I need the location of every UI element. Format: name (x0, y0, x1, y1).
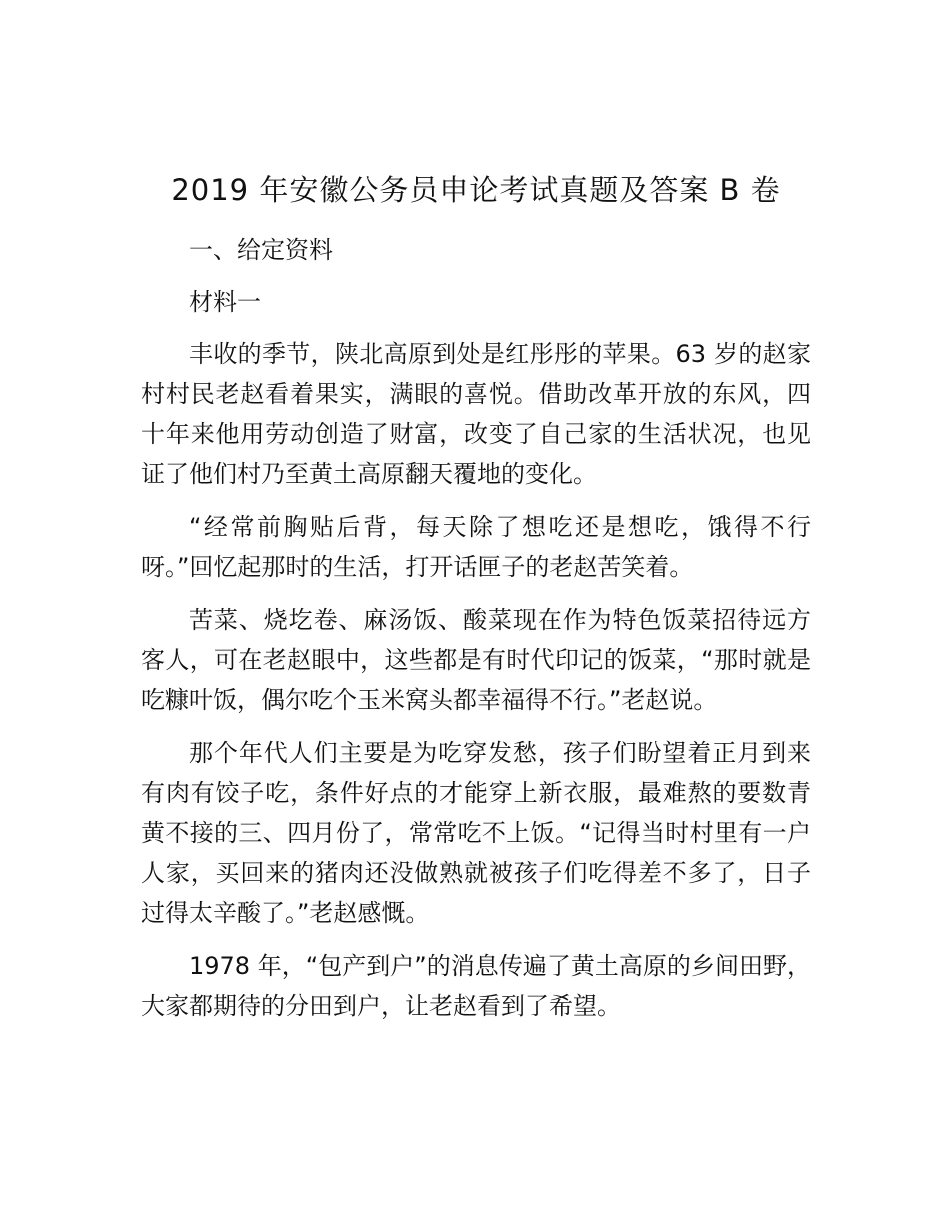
paragraph-2: “经常前胸贴后背，每天除了想吃还是想吃，饿得不行呀。”回忆起那时的生活，打开话匣子的老赵苦笑着。 (141, 513, 811, 581)
paragraph-5: 1978 年，“包产到户”的消息传遍了黄土高原的乡间田野，大家都期待的分田到户，让老赵看到了希望。 (141, 952, 811, 1020)
section-heading: 一、给定资料 (189, 236, 333, 264)
document-title: 2019 年安徽公务员申论考试真题及答案 B 卷 (171, 173, 781, 207)
paragraph-1: 丰收的季节，陕北高原到处是红彤彤的苹果。63 岁的赵家村村民老赵看着果实，满眼的喜悦。借助改革开放的东风，四十年来他用劳动创造了财富，改变了自己家的生活状况，也见证了他们村乃至黄土高原翻天覆地的变化。 (141, 340, 811, 488)
paragraph-4: 那个年代人们主要是为吃穿发愁，孩子们盼望着正月到来有肉有饺子吃，条件好点的才能穿上新衣服，最难熬的要数青黄不接的三、四月份了，常常吃不上饭。“记得当时村里有一户人家，买回来的猪肉还没做熟就被孩子们吃得差不多了，日子过得太辛酸了。”老赵感慨。 (141, 739, 811, 927)
material-heading: 材料一 (189, 288, 261, 316)
paragraph-3: 苦菜、烧圪卷、麻汤饭、酸菜现在作为特色饭菜招待远方客人，可在老赵眼中，这些都是有时代印记的饭菜，“那时就是吃糠叶饭，偶尔吃个玉米窝头都幸福得不行。”老赵说。 (141, 606, 811, 714)
document-body (141, 168, 811, 1039)
